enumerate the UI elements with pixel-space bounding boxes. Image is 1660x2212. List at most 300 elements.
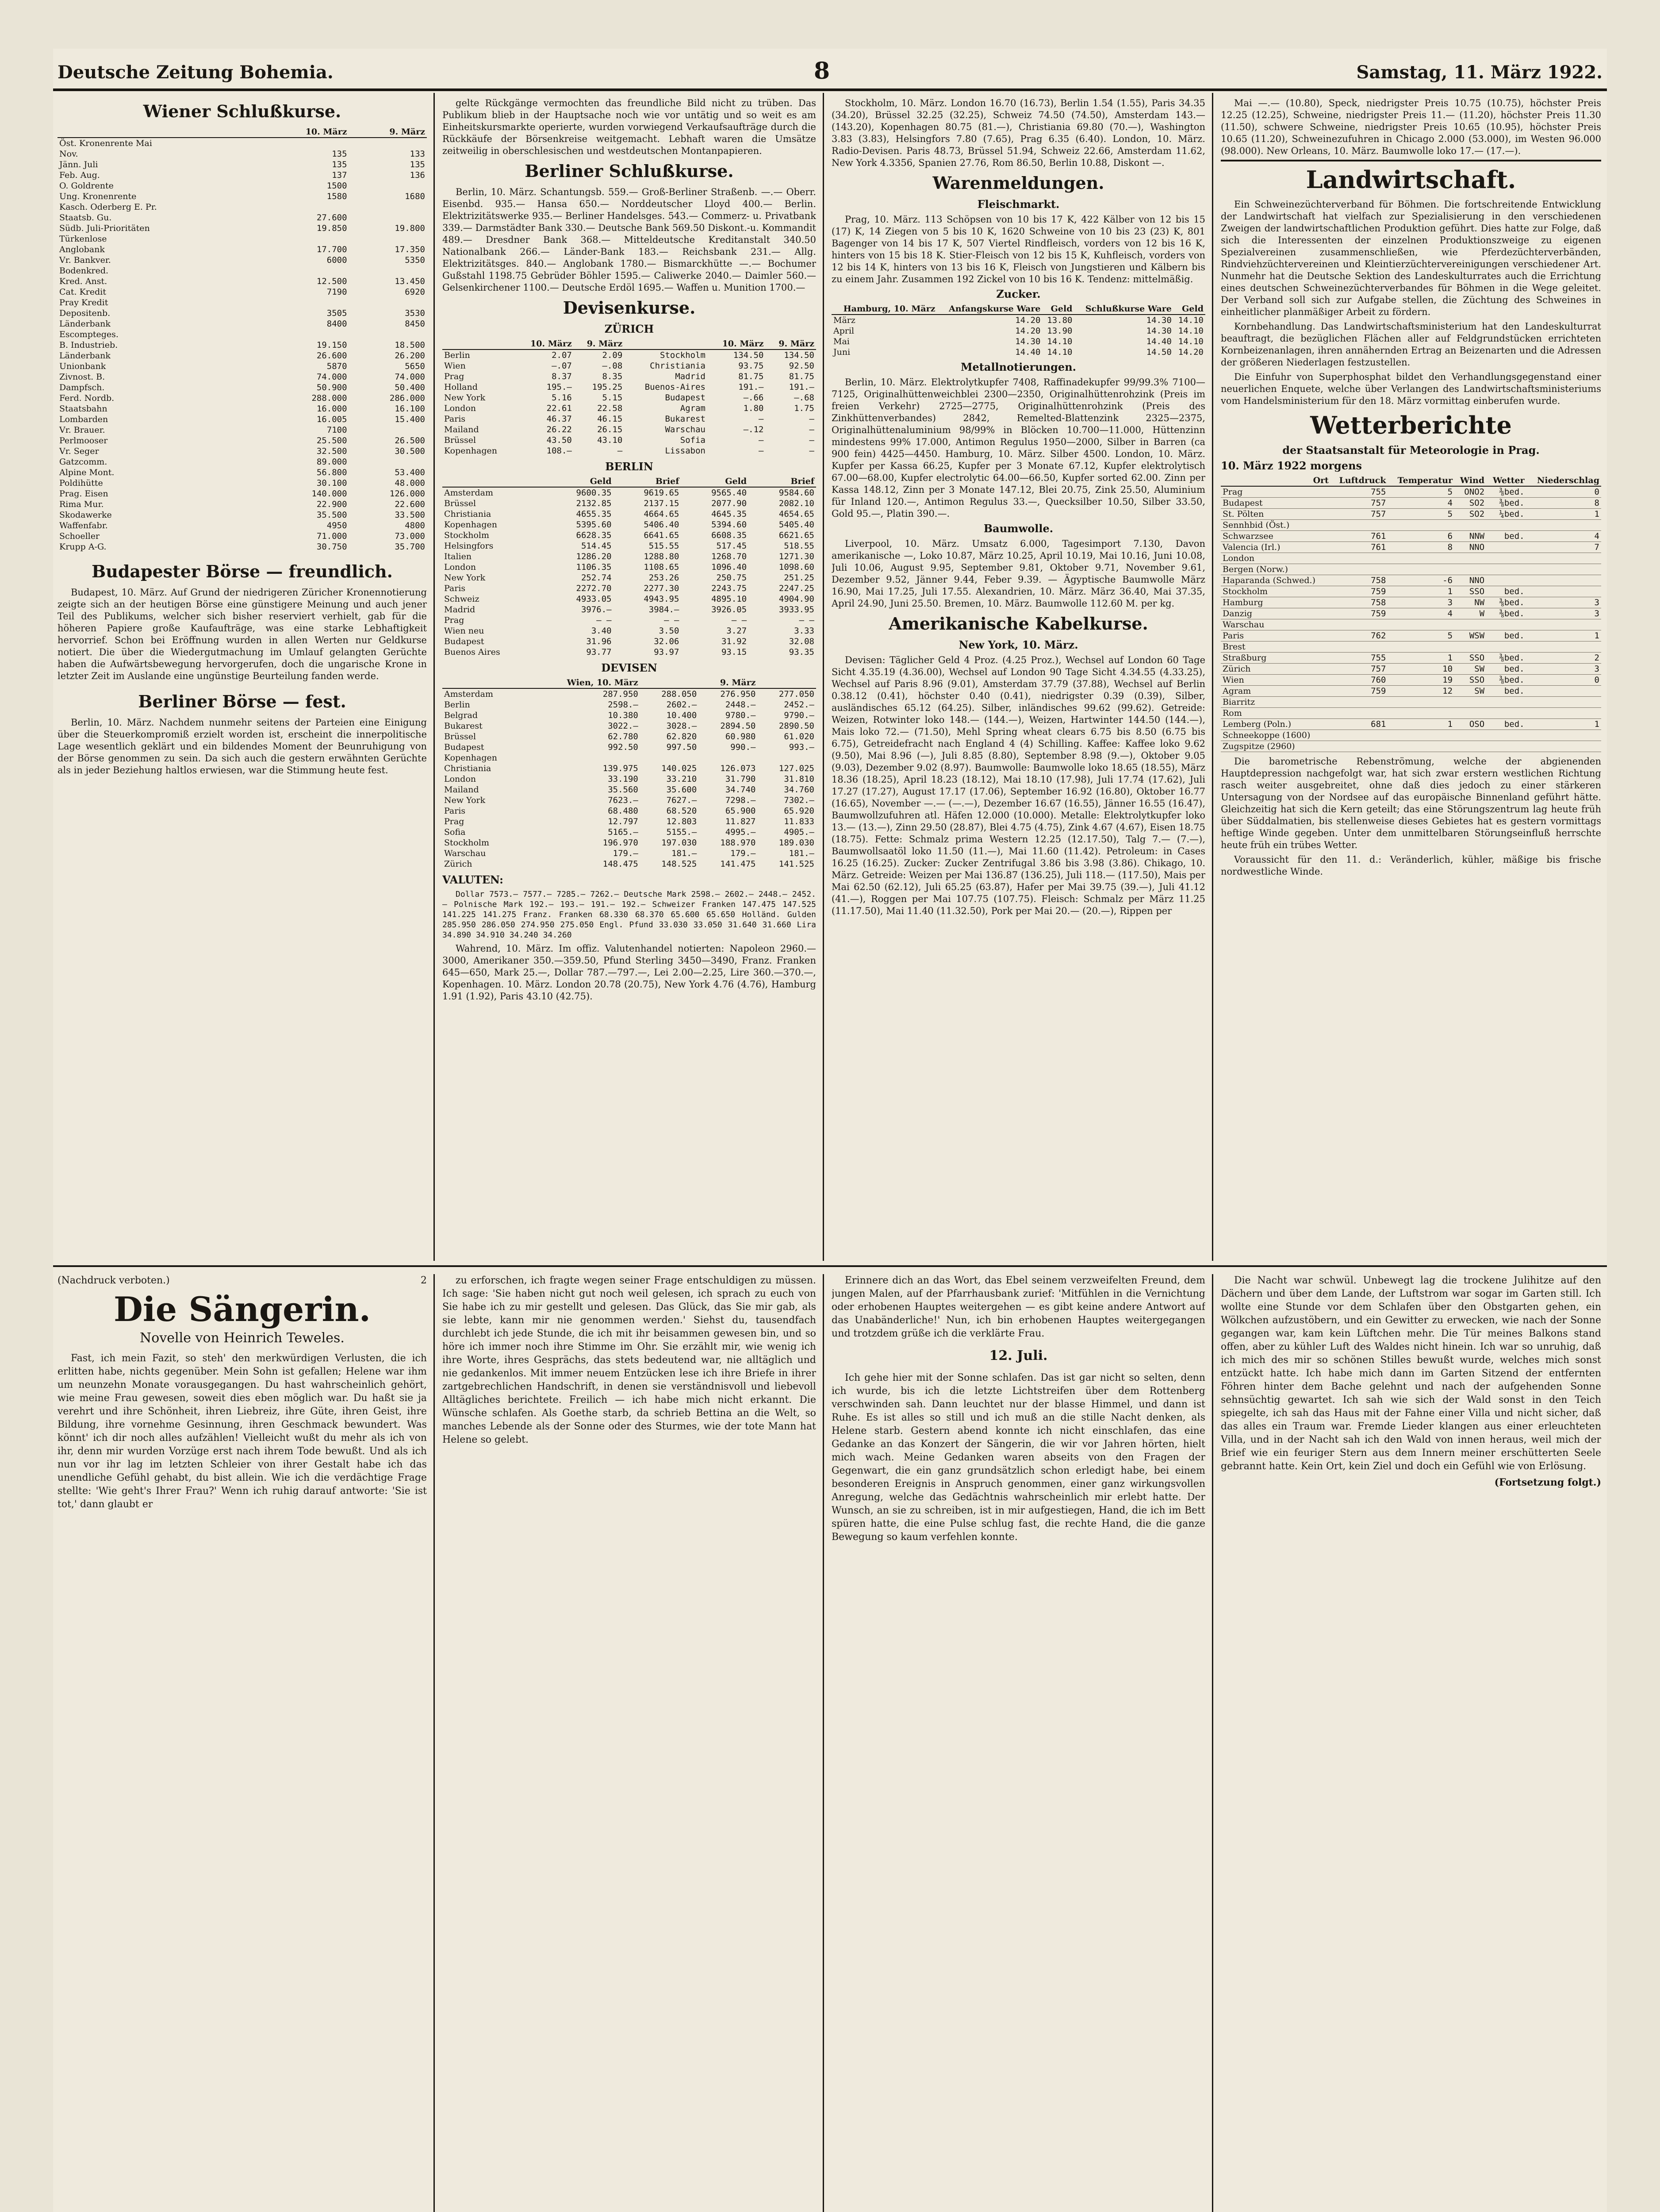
- zurich-header-cell: 10. März: [707, 338, 766, 349]
- wiener-row: [58, 457, 427, 467]
- wien-devisen-cell: 141.475: [720, 859, 756, 869]
- zurich-cell: 195.—: [546, 382, 572, 392]
- wetter-cell: [1486, 542, 1526, 553]
- zurich-row: [442, 361, 816, 371]
- berlin-devisen-row: [442, 594, 816, 604]
- berlin-devisen-row: [442, 562, 816, 572]
- wetter-cell: 3: [1388, 597, 1455, 608]
- zurich-cell: Wien: [444, 361, 466, 371]
- devisen-heading: Devisenkurse.: [563, 298, 696, 318]
- wiener-cell: 286.000: [389, 393, 425, 403]
- wiener-row: [58, 425, 427, 435]
- wiener-cell: Escompteges.: [59, 330, 119, 339]
- wien-devisen-cell: 287.950: [602, 689, 638, 699]
- wetter-cell: Schwarzsee: [1221, 531, 1330, 542]
- berlin-devisen-cell: Italien: [444, 552, 472, 561]
- wien-devisen-row: [442, 774, 816, 784]
- berlin-devisen-cell: 3926.05: [711, 605, 747, 614]
- wiener-cell: 19.150: [316, 340, 347, 350]
- wetter-cell: bed.: [1486, 686, 1526, 697]
- wiener-cell: 71.000: [316, 531, 347, 541]
- berlin-devisen-cell: 253.26: [648, 573, 679, 583]
- section-divider: [53, 1265, 1607, 1267]
- berlin-devisen-row: [442, 615, 816, 626]
- berlin-devisen-cell: 1286.20: [576, 552, 612, 561]
- wiener-row: [58, 499, 427, 510]
- wetter-cell: [1526, 641, 1601, 653]
- wiener-cell: Kred. Anst.: [59, 276, 107, 286]
- wetter-row: [1221, 697, 1601, 708]
- wiener-cell: 17.350: [395, 245, 425, 254]
- wiener-cell: 89.000: [316, 457, 347, 467]
- berlin-devisen-row: [442, 519, 816, 530]
- wetter-cell: [1486, 730, 1526, 741]
- wetter-cell: [1486, 553, 1526, 564]
- zurich-cell: 134.50: [784, 350, 814, 360]
- wiener-cell: [349, 297, 427, 308]
- wien-devisen-cell: [527, 753, 640, 763]
- wiener-cell: 6920: [405, 287, 425, 297]
- wetter-cell: [1454, 708, 1486, 719]
- berlin-devisen-cell: Prag: [444, 615, 464, 625]
- wiener-cell: Staatsbahn: [59, 404, 107, 414]
- zurich-cell: —.07: [552, 361, 572, 371]
- wien-devisen-cell: 12.803: [666, 817, 697, 826]
- zurich-cell: 46.15: [597, 414, 623, 424]
- wien-devisen-cell: 9780.—: [725, 710, 756, 720]
- wien-devisen-cell: 7623.—: [608, 795, 638, 805]
- wiener-cell: Gatzcomm.: [59, 457, 107, 467]
- landwirtschaft-report: Ein Schweinezüchterverband für Böhmen. Die fortschreitende Entwicklung der Landwirtschaft hat vielfach zur Spezialisierung in den verschiedenen Zweigen der landwirtschaftlichen Produktion geführt. Dies hatte zur Folge, daß sich die Interessenten der einzelnen Produktionszweige zu eigenen Spezialvereinen zusammenschließen, wie Pferdezüchterverbänden, Rindviehzüchtervereinen und Kleintierzüchtervereinigungen verschiedener Art. Nunmehr hat die Deutsche Sektion des Landeskulturrates auch die Errichtung eines deutschen Schweinezüchterverbandes für Böhmen in die Wege geleitet. Der Verband soll sich zur Aufgabe stellen, die Züchtung des Schweines in einheitlicher planmäßiger Arbeit zu fördern.: [1221, 199, 1601, 317]
- wiener-cell: 53.400: [395, 468, 425, 477]
- budapest-heading: Budapester Börse — freundlich.: [92, 561, 393, 581]
- wetter-cell: Rom: [1221, 708, 1330, 719]
- berlin-devisen-row: [442, 583, 816, 594]
- zurich-cell: —: [759, 414, 764, 424]
- wien-devisen-cell: 179.—: [613, 849, 638, 858]
- zucker-heading: Zucker.: [996, 288, 1041, 300]
- wiener-row: [58, 340, 427, 350]
- wetter-row: [1221, 608, 1601, 619]
- wetter-cell: 4: [1526, 531, 1601, 542]
- wetter-cell: Bergen (Norw.): [1221, 564, 1330, 575]
- wien-devisen-cell: Zürich: [444, 859, 472, 869]
- wien-devisen-cell: 141.525: [778, 859, 814, 869]
- berlin-devisen-cell: 4895.10: [711, 594, 747, 604]
- wetter-cell: Sennhbid (Öst.): [1221, 520, 1330, 531]
- wetter-row: [1221, 630, 1601, 641]
- wiener-row: [58, 372, 427, 382]
- baumwolle-report: Liverpool, 10. März. Umsatz 6.000, Tagesimport 7.130, Davon amerikanische —, Loko 10.87, März 10.25, April 10.19, Mai 10.16, Juni 10.08, Juli 10.06, August 9.95, September 9.81, Oktober 9.71, November 9.61, Dezember 9.52, Jänner 9.44, Feber 9.39. — Ägyptische Baumwolle März 16.90, Mai 17.25, Juli 17.55. Alexandrien, 10. März. März 36.40, Mai 37.35, April 24.90, Juni 25.50. Bremen, 10. März. Baumwolle 112.60 M. per kg.: [832, 538, 1205, 609]
- zurich-cell: Kopenhagen: [444, 446, 497, 456]
- wetter-cell: 1: [1526, 509, 1601, 520]
- berlin-devisen-row: [442, 647, 816, 657]
- wiener-cell: 22.600: [395, 499, 425, 509]
- wetter-cell: [1454, 520, 1486, 531]
- zucker-cell: 14.40: [1146, 337, 1172, 346]
- wiener-cell: 50.400: [395, 383, 425, 392]
- wien-devisen-cell: 5155.—: [666, 827, 697, 837]
- wetter-date: 10. März 1922 morgens: [1221, 459, 1362, 472]
- zurich-table: [442, 338, 816, 456]
- berlin-devisen-cell: 4933.05: [576, 594, 612, 604]
- wiener-cell: Poldihütte: [59, 478, 103, 488]
- wetter-cell: 4: [1388, 608, 1455, 619]
- wetter-row: [1221, 564, 1601, 575]
- landwirtschaft-heading: Landwirtschaft.: [1306, 165, 1516, 194]
- berlin-devisen-cell: 32.06: [654, 637, 679, 646]
- wiener-header-cell: 9. März: [349, 127, 427, 138]
- wetter-cell: 759: [1330, 586, 1388, 597]
- wien-devisen-label: DEVISEN: [601, 661, 657, 674]
- zucker-cell: Mai: [833, 337, 850, 346]
- wiener-cell: 19.800: [395, 223, 425, 233]
- wiener-row: [58, 541, 427, 552]
- berlin-devisen-cell: 4655.35: [576, 509, 612, 519]
- wien-devisen-cell: 62.780: [608, 732, 638, 741]
- wien-devisen-header-cell: [442, 677, 527, 688]
- column-markets-1: [58, 97, 427, 1261]
- wien-devisen-cell: Bukarest: [444, 721, 483, 731]
- wetter-cell: 5: [1388, 486, 1455, 498]
- kornbehandlung-report: Kornbehandlung. Das Landwirtschaftsministerium hat den Landeskulturrat beauftragt, die bezüglichen Flächen aller auf Feldgrundstücken errichteten Kornbeizenanlagen, ihren annähernden Ertrag an Beizenarten und die Adressen der größeren Niederlagen festzustellen.: [1221, 321, 1601, 368]
- rule: [1221, 160, 1601, 161]
- wetter-cell: [1388, 641, 1455, 653]
- wetter-cell: Schneekoppe (1600): [1221, 730, 1330, 741]
- wien-devisen-cell: 181.—: [789, 849, 814, 858]
- wiener-cell: 3530: [405, 308, 425, 318]
- zucker-cell: 14.20: [1178, 347, 1204, 357]
- wiener-cell: 30.750: [316, 542, 347, 552]
- wetter-cell: 757: [1330, 509, 1388, 520]
- wetter-cell: SO2: [1454, 498, 1486, 509]
- zurich-header-cell: [442, 338, 515, 349]
- column-rule: [1212, 1274, 1213, 2212]
- zurich-cell: —.12: [743, 425, 764, 434]
- wetter-cell: SSO: [1454, 653, 1486, 664]
- wetter-cell: [1526, 730, 1601, 741]
- wiener-row: [58, 478, 427, 488]
- wien-devisen-cell: 7298.—: [725, 795, 756, 805]
- column-rule: [1212, 93, 1213, 1261]
- wien-devisen-cell: [758, 753, 817, 763]
- wetter-cell: Valencia (Irl.): [1221, 542, 1330, 553]
- wien-devisen-cell: 65.900: [725, 806, 756, 816]
- wien-devisen-cell: 188.970: [720, 838, 756, 848]
- zurich-cell: —: [809, 446, 814, 456]
- wiener-cell: 73.000: [395, 531, 425, 541]
- wien-devisen-cell: 4995.—: [725, 827, 756, 837]
- wetter-cell: Agram: [1221, 686, 1330, 697]
- wiener-cell: Unionbank: [59, 361, 106, 371]
- wien-devisen-cell: 2598.—: [608, 700, 638, 710]
- wetter-cell: Hamburg: [1221, 597, 1330, 608]
- wien-devisen-cell: 3028.—: [666, 721, 697, 731]
- metall-heading: Metallnotierungen.: [960, 361, 1077, 373]
- wiener-cell: 16.000: [316, 404, 347, 414]
- wien-devisen-cell: 7302.—: [784, 795, 814, 805]
- wiener-row: [58, 297, 427, 308]
- berlin-devisen-cell: 1108.65: [644, 562, 679, 572]
- wetter-cell: Brest: [1221, 641, 1330, 653]
- wetter-cell: 5: [1388, 630, 1455, 641]
- zurich-cell: 195.25: [592, 382, 623, 392]
- wetter-cell: 759: [1330, 608, 1388, 619]
- wetter-cell: [1330, 741, 1388, 752]
- wetter-header-cell: Wind: [1454, 475, 1486, 486]
- valuten-label: VALUTEN:: [442, 873, 503, 886]
- wiener-row: [58, 223, 427, 234]
- wiener-row: [58, 467, 427, 478]
- wiener-cell: Vr. Bankver.: [59, 255, 111, 265]
- wien-devisen-row: [442, 784, 816, 795]
- wien-devisen-cell: 65.920: [784, 806, 814, 816]
- wien-devisen-cell: New York: [444, 795, 486, 805]
- zucker-cell: 14.10: [1178, 326, 1204, 336]
- wien-devisen-cell: Brüssel: [444, 732, 476, 741]
- wien-devisen-cell: 181.—: [671, 849, 697, 858]
- wiener-row: [58, 265, 427, 276]
- novel-header: [58, 1274, 427, 1287]
- zurich-cell: 26.15: [597, 425, 623, 434]
- wien-devisen-cell: 990.—: [730, 742, 756, 752]
- wiener-cell: Cat. Kredit: [59, 287, 106, 297]
- zucker-cell: Juni: [833, 347, 851, 357]
- wien-devisen-cell: 277.050: [778, 689, 814, 699]
- wetter-cell: [1486, 697, 1526, 708]
- berlin-devisen-header-cell: [442, 476, 546, 487]
- berlin-devisen-cell: Schweiz: [444, 594, 479, 604]
- wetter-cell: [1388, 520, 1455, 531]
- wetter-header-cell: Ort: [1221, 475, 1330, 486]
- zurich-cell: 46.37: [546, 414, 572, 424]
- wetter-cell: SSO: [1454, 586, 1486, 597]
- wien-devisen-cell: Prag: [444, 817, 464, 826]
- wetter-row: [1221, 741, 1601, 752]
- zurich-cell: Sofia: [680, 435, 705, 445]
- zucker-cell: 13.90: [1047, 326, 1073, 336]
- wiener-row: [58, 149, 427, 159]
- zucker-cell: 14.20: [1015, 315, 1041, 325]
- wetter-cell: Biarritz: [1221, 697, 1330, 708]
- wiener-cell: 17.700: [316, 245, 347, 254]
- wetter-cell: [1486, 619, 1526, 630]
- bohemia-report: Wahrend, 10. März. Im offiz. Valutenhandel notierten: Napoleon 2960.—3000, Amerikaner 350.—359.50, Pfund Sterling 3450—3490, Franz. Franken 645—650, Mark 25.—, Dollar 787.—797.—, Lei 2.00—2.25, Lire 360.—370.—, Kopenhagen. 10. März. London 20.78 (20.75), New York 4.76 (4.76), Hamburg 1.91 (1.92), Paris 43.10 (42.75).: [442, 943, 816, 1002]
- wetter-cell: [1330, 697, 1388, 708]
- wetter-cell: [1388, 697, 1455, 708]
- wetter-header-cell: Niederschlag: [1526, 475, 1601, 486]
- wetter-cell: bed.: [1486, 531, 1526, 542]
- wien-devisen-cell: 148.475: [602, 859, 638, 869]
- berlin-devisen-cell: Stockholm: [444, 530, 490, 540]
- wetter-cell: Lemberg (Poln.): [1221, 719, 1330, 730]
- wetter-cell: SW: [1454, 686, 1486, 697]
- wiener-cell: 8450: [405, 319, 425, 329]
- wien-devisen-cell: 34.740: [725, 785, 756, 795]
- wetter-cell: ⅜bed.: [1486, 653, 1526, 664]
- wiener-cell: 35.500: [316, 510, 347, 520]
- zurich-cell: —: [759, 435, 764, 445]
- wien-devisen-cell: 11.827: [725, 817, 756, 826]
- wien-devisen-cell: 31.790: [725, 774, 756, 784]
- wien-devisen-row: [442, 763, 816, 774]
- wiener-cell: [259, 329, 349, 340]
- wiener-cell: 3505: [326, 308, 347, 318]
- berlin-devisen-cell: 93.35: [789, 647, 814, 657]
- wetter-cell: 0: [1526, 486, 1601, 498]
- wien-devisen-cell: 196.970: [602, 838, 638, 848]
- wiener-cell: 1500: [326, 181, 347, 191]
- zucker-row: [832, 347, 1205, 357]
- zurich-cell: Stockholm: [660, 350, 705, 360]
- berlin-devisen-cell: Brüssel: [444, 499, 476, 508]
- zucker-cell: 14.20: [1015, 326, 1041, 336]
- wien-devisen-cell: Mailand: [444, 785, 479, 795]
- wetter-cell: 3: [1526, 608, 1601, 619]
- wetter-cell: [1486, 520, 1526, 531]
- zurich-cell: 1.75: [794, 403, 814, 413]
- wiener-cell: Südb. Juli-Prioritäten: [59, 223, 150, 233]
- berlin-devisen-cell: 3976.—: [581, 605, 612, 614]
- berlin-devisen-cell: 6621.65: [778, 530, 814, 540]
- wiener-cell: 1680: [405, 192, 425, 201]
- wiener-row: [58, 393, 427, 403]
- wien-devisen-cell: 276.950: [720, 689, 756, 699]
- wiener-cell: 135: [332, 149, 347, 159]
- zucker-cell: 14.10: [1047, 347, 1073, 357]
- wiener-row: [58, 350, 427, 361]
- wiener-cell: 288.000: [311, 393, 347, 403]
- novel-text: Die Nacht war schwül. Unbewegt lag die trockene Julihitze auf den Dächern und über dem Lande, der Luftstrom war sogar im Garten still. Ich wollte eine Stunde vor dem Schlafen über den Obstgarten gehen, ein Wölkchen aufzustöbern, und ein Gewitter zu erwecken, wie nach der Sonne gegangen war, kam kein Lüftchen mehr. Die Tür meines Balkons stand offen, aber zu kühler Luft des Waldes nicht hinein. Ich war so unruhig, daß ich mich des mir so schönen Stilles bewußt wurde, welches mich sonst entzückt hatte. Ich habe mich dann im Garten Sitzend der entfernten Föhren hinter dem Bache gelehnt und nach der aufgehenden Sonne sehnsüchtig gewartet. Ich sah wie sich der Wald sonst in den Teich spiegelte, ich sah das Haus mit der Fahne einer Villa und nicht sicher, daß das alles ein Traum war. Fremde Lieder klangen aus einer erleuchteten Villa, und in der Nacht sah ich den Wald von innen heraus, weil mich der Brief wie ein feuriger Stern aus dem Innern meiner erschütterten Seele gebrannt hatte. Kein Ort, kein Ziel und doch ein Gefühl wie von Erlösung.: [1221, 1275, 1601, 1472]
- column-rule: [433, 1274, 435, 2212]
- wien-devisen-cell: Sofia: [444, 827, 466, 837]
- wetter-cell: [1388, 564, 1455, 575]
- wien-devisen-cell: 34.760: [784, 785, 814, 795]
- wiener-cell: [349, 234, 427, 244]
- berlin-devisen-row: [442, 626, 816, 636]
- wien-devisen-row: [442, 688, 816, 699]
- wetter-cell: [1486, 741, 1526, 752]
- wetter-row: [1221, 531, 1601, 542]
- wetter-cell: [1526, 586, 1601, 597]
- wetter-cell: [1330, 553, 1388, 564]
- wetter-cell: [1454, 697, 1486, 708]
- berlin-devisen-cell: 518.55: [784, 541, 814, 551]
- wien-devisen-cell: 2890.50: [778, 721, 814, 731]
- wien-devisen-cell: [640, 753, 698, 763]
- wetter-cell: ¼bed.: [1486, 509, 1526, 520]
- wien-devisen-header-cell: [640, 677, 698, 688]
- wiener-cell: 6000: [326, 255, 347, 265]
- zurich-cell: —.66: [743, 393, 764, 403]
- wien-devisen-row: [442, 721, 816, 731]
- wiener-cell: 4800: [405, 521, 425, 530]
- wetter-cell: 4: [1388, 498, 1455, 509]
- wiener-cell: 35.700: [395, 542, 425, 552]
- wetter-cell: 760: [1330, 675, 1388, 686]
- zucker-row: [832, 336, 1205, 347]
- wiener-cell: 32.500: [316, 446, 347, 456]
- zucker-header-cell: Geld: [1042, 303, 1074, 315]
- wetter-row: [1221, 619, 1601, 630]
- wiener-row: [58, 329, 427, 340]
- zurich-header-cell: 10. März: [515, 338, 574, 349]
- wiener-table: [58, 127, 427, 552]
- wien-devisen-cell: 127.025: [778, 764, 814, 773]
- zurich-row: [442, 382, 816, 392]
- wetter-cell: [1486, 641, 1526, 653]
- wiener-cell: Alpine Mont.: [59, 468, 115, 477]
- wetter-heading: Wetterberichte: [1310, 411, 1512, 439]
- wiener-header-cell: 10. März: [259, 127, 349, 138]
- berliner-schluss-heading: Berliner Schlußkurse.: [525, 161, 734, 181]
- berlin-devisen-cell: 517.45: [716, 541, 747, 551]
- wetter-cell: [1454, 564, 1486, 575]
- wiener-cell: 16.005: [316, 415, 347, 424]
- wiener-cell: [259, 202, 349, 212]
- wiener-cell: 5650: [405, 361, 425, 371]
- zurich-cell: —: [759, 446, 764, 456]
- zucker-table: [832, 303, 1205, 357]
- zurich-row: [442, 445, 816, 456]
- wien-devisen-cell: 35.560: [608, 785, 638, 795]
- berlin-devisen-cell: 2277.30: [644, 584, 679, 593]
- berlin-devisen-row: [442, 487, 816, 498]
- wiener-heading: Wiener Schlußkurse.: [143, 101, 341, 121]
- wetter-row: [1221, 542, 1601, 553]
- wetter-cell: 758: [1330, 597, 1388, 608]
- wiener-row: [58, 287, 427, 297]
- wiener-cell: 26.600: [316, 351, 347, 361]
- newspaper-page: [53, 49, 1607, 2212]
- wien-devisen-cell: 4905.—: [784, 827, 814, 837]
- wetter-header-cell: Wetter: [1486, 475, 1526, 486]
- wetter-subheading: der Staatsanstalt für Meteorologie in Prag.: [1282, 444, 1540, 457]
- wiener-cell: Vr. Brauer.: [59, 425, 105, 435]
- wiener-row: [58, 234, 427, 244]
- wiener-cell: Ung. Kronenrente: [59, 192, 137, 201]
- wiener-row: [58, 403, 427, 414]
- wien-devisen-row: [442, 699, 816, 710]
- wetter-cell: bed.: [1486, 664, 1526, 675]
- zucker-header-cell: Schlußkurse Ware: [1074, 303, 1173, 315]
- zurich-row: [442, 349, 816, 361]
- intro-report: gelte Rückgänge vermochten das freundliche Bild nicht zu trüben. Das Publikum blieb in der Hauptsache noch wie vor untätig und so weit es am Einheitskursmarkte operierte, wurden vorwiegend Verkaufsaufträge durch die Rückkäufe der Börsenkreise weitgemacht. Lebhaft waren die Umsätze zeitweilig in oberschlesischen und westdeutschen Montanpapieren.: [442, 98, 816, 156]
- baumwolle-heading: Baumwolle.: [983, 522, 1054, 535]
- berlin-devisen-label: BERLIN: [605, 460, 653, 473]
- wiener-cell: Länderbank: [59, 351, 111, 361]
- wetter-cell: [1330, 619, 1388, 630]
- wien-devisen-cell: 179.—: [730, 849, 756, 858]
- zurich-row: [442, 435, 816, 445]
- wetter-cell: 19: [1388, 675, 1455, 686]
- wiener-cell: [349, 202, 427, 212]
- wien-devisen-cell: 197.030: [661, 838, 697, 848]
- installment-number: 2: [421, 1275, 427, 1286]
- wetter-cell: Zürich: [1221, 664, 1330, 675]
- novel-text: Fast, ich mein Fazit, so steh' den merkwürdigen Verlusten, die ich erlitten habe, nichts gegenüber. Mein Sohn ist gefallen; Helene war ihm um neunzehn Monate vorausgegangen. Du hast wahrscheinlich gehört, wie meine Frau gewesen, soweit dies eben möglich war. Du haßt sie ja verehrt und ihre Schönheit, ihren Liebreiz, ihre Güte, ihren Geist, ihre Bildung, ihre vornehme Gesinnung, ihren Geschmack bewundert. Was könnt' ich dir noch alles aufzählen! Vielleicht wußt du mehr als ich von ihr, denn mir wurden Vorzüge erst nach ihrem Tode bewußt. Und als ich nun vor ihr lag im letzten Schleier von ihrer Gestalt habe ich das unendliche Gefühl gehabt, du bist allein. Wie ich die verdächtige Frage stellte: 'Wie geht's Ihrer Frau?' Wenn ich ruhig darauf antworte: 'Sie ist tot,' dann glaubt er: [58, 1353, 427, 1510]
- zurich-cell: —.68: [794, 393, 814, 403]
- berlin-devisen-header-cell: Geld: [681, 476, 748, 487]
- valuten-report: Dollar 7573.— 7577.— 7285.— 7262.— Deutsche Mark 2598.— 2602.— 2448.— 2452.— Polnische Mark 192.— 193.— 191.— 192.— Schweizer Franken 147.475 147.525 141.225 141.275 Franz. Franken 68.330 68.370 65.600 65.650 Holländ. Gulden 285.950 286.050 274.950 275.050 Engl. Pfund 33.030 33.050 31.640 31.660 Lira 34.890 34.910 34.240 34.260: [442, 890, 816, 940]
- wiener-cell: [349, 180, 427, 191]
- zurich-cell: 5.16: [552, 393, 572, 403]
- wiener-cell: 12.500: [316, 276, 347, 286]
- wiener-cell: 19.850: [316, 223, 347, 233]
- wiener-cell: Bodenkred.: [59, 266, 109, 276]
- wiener-cell: 18.500: [395, 340, 425, 350]
- wetter-cell: 761: [1330, 531, 1388, 542]
